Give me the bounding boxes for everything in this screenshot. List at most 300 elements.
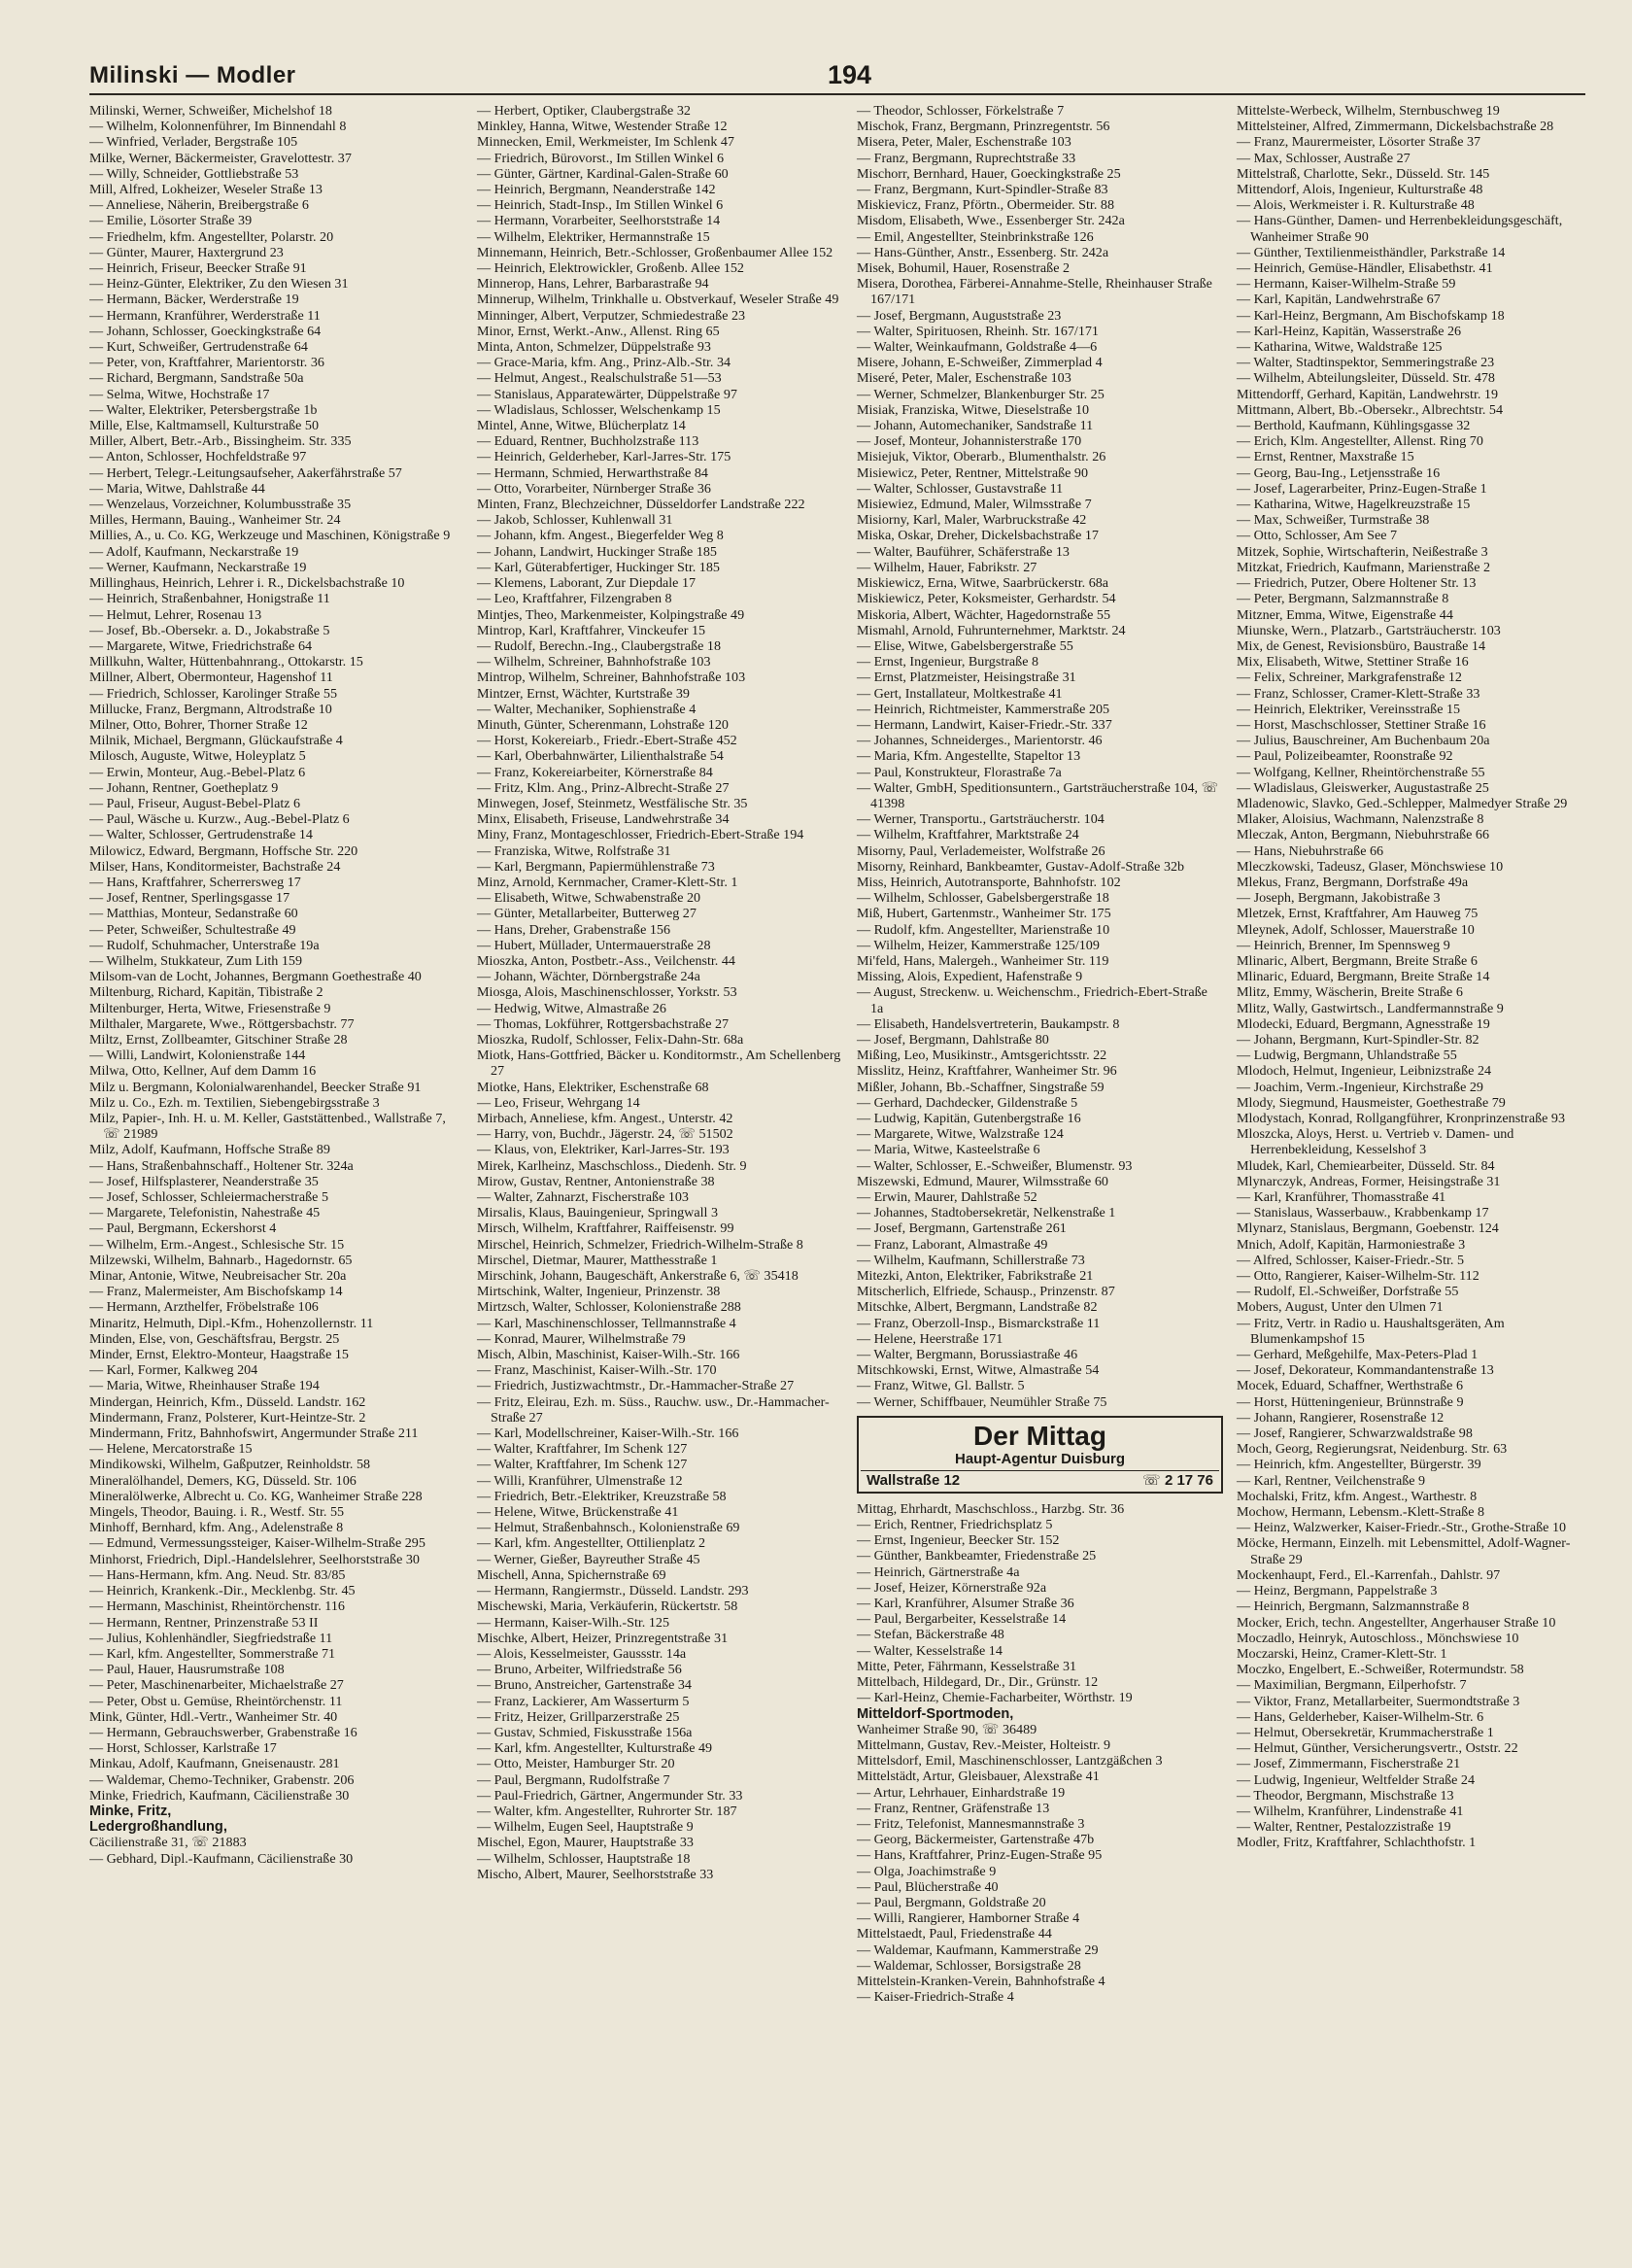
directory-entry: Misorny, Reinhard, Bankbeamter, Gustav-Adolf-Straße 32b: [857, 858, 1185, 875]
directory-entry: — Karl, Güterabfertiger, Huckinger Str. 185: [477, 559, 720, 575]
directory-entry: — Maria, Witwe, Rheinhauser Straße 194: [89, 1378, 320, 1394]
directory-entry: — Helene, Witwe, Brückenstraße 41: [477, 1504, 679, 1521]
directory-entry: Misera, Dorothea, Färberei-Annahme-Stelle, Rheinhauser Straße 167/171: [857, 276, 1212, 308]
directory-entry: — Werner, Schmelzer, Blankenburger Str. 25: [857, 386, 1105, 402]
directory-entry: — Hermann, Gebrauchswerber, Grabenstraße 16: [89, 1724, 357, 1740]
directory-entry: Mix, de Genest, Revisionsbüro, Baustraße 14: [1237, 637, 1485, 654]
directory-entry: — Margarete, Telefonistin, Nahestraße 45: [89, 1205, 321, 1221]
ad-street: Wallstraße 12: [867, 1471, 961, 1489]
directory-entry: Missing, Alois, Expedient, Hafenstraße 9: [857, 969, 1083, 985]
directory-entry: Mi'feld, Hans, Malergeh., Wanheimer Str. 119: [857, 952, 1109, 969]
directory-entry: Minninger, Albert, Verputzer, Schmiedestraße 23: [477, 307, 746, 324]
directory-entry: — Viktor, Franz, Metallarbeiter, Suermondtstraße 3: [1237, 1693, 1520, 1709]
directory-entry: — Josef, Bergmann, Auguststraße 23: [857, 307, 1062, 324]
directory-entry: Mlekus, Franz, Bergmann, Dorfstraße 49a: [1237, 874, 1469, 890]
directory-entry: — Peter, Obst u. Gemüse, Rheintörchenstr. 11: [89, 1693, 343, 1709]
directory-entry: — Heinz-Günter, Elektriker, Zu den Wiesen 31: [89, 276, 349, 292]
directory-entry: — Günter, Metallarbeiter, Butterweg 27: [477, 906, 697, 922]
directory-entry: — Helmut, Angest., Realschulstraße 51—53: [477, 370, 722, 387]
ad-contact-row: [861, 1470, 1219, 1490]
directory-entry: — Waldemar, Chemo-Techniker, Grabenstr. 206: [89, 1771, 355, 1788]
directory-entry: Mischke, Albert, Heizer, Prinzregentstraße 31: [477, 1630, 729, 1646]
directory-entry: Millner, Albert, Obermonteur, Hagenshof 11: [89, 670, 333, 686]
directory-entry: Mink, Günter, Hdl.-Vertr., Wanheimer Str. 40: [89, 1708, 338, 1725]
directory-entry: — Werner, Transportu., Gartsträucherstr. 104: [857, 811, 1105, 828]
directory-entry: — Eduard, Rentner, Buchholzstraße 113: [477, 433, 699, 450]
directory-entry: — Horst, Schlosser, Karlstraße 17: [89, 1740, 277, 1757]
directory-entry: — Julius, Kohlenhändler, Siegfriedstraße 11: [89, 1630, 333, 1646]
directory-entry: — Hans, Gelderheber, Kaiser-Wilhelm-Str. 6: [1237, 1708, 1484, 1725]
advertisement-box: [857, 1416, 1223, 1494]
directory-entry: — Josef, Lagerarbeiter, Prinz-Eugen-Straße 1: [1237, 480, 1487, 497]
directory-entry: — Herbert, Optiker, Claubergstraße 32: [477, 103, 691, 119]
directory-entry: — Johann, kfm. Angest., Biegerfelder Weg 8: [477, 528, 724, 544]
directory-entry: — Fritz, Klm. Ang., Prinz-Albrecht-Straße 27: [477, 779, 730, 796]
directory-entry: — Hans, Straßenbahnschaff., Holtener Str. 324a: [89, 1157, 354, 1174]
directory-entry: Milke, Werner, Bäckermeister, Gravelottestr. 37: [89, 150, 352, 166]
directory-entry: — Felix, Schreiner, Markgrafenstraße 12: [1237, 670, 1462, 686]
directory-entry: Mittelmann, Gustav, Rev.-Meister, Holteistr. 9: [857, 1736, 1111, 1753]
directory-entry: Mintzer, Ernst, Wächter, Kurtstraße 39: [477, 685, 690, 702]
directory-entry: Misch, Albin, Maschinist, Kaiser-Wilh.-Str. 166: [477, 1347, 740, 1363]
directory-entry: Mitteldorf-Sportmoden,: [857, 1705, 1014, 1722]
directory-entry: — Georg, Bäckermeister, Gartenstraße 47b: [857, 1832, 1095, 1848]
directory-entry: Mochow, Hermann, Lebensm.-Klett-Straße 8: [1237, 1504, 1485, 1521]
directory-entry: — Walter, Kesselstraße 14: [857, 1642, 1003, 1659]
directory-entry: — Julius, Bauschreiner, Am Buchenbaum 20a: [1237, 733, 1490, 749]
directory-entry: — Hubert, Müllader, Untermauerstraße 28: [477, 937, 711, 953]
directory-entry: Milosch, Auguste, Witwe, Holeyplatz 5: [89, 748, 306, 765]
directory-entry: — Hedwig, Witwe, Almastraße 26: [477, 1000, 666, 1016]
directory-entry: Mittelstein-Kranken-Verein, Bahnhofstraße 4: [857, 1973, 1105, 1989]
directory-entry: — Helene, Heerstraße 171: [857, 1330, 1003, 1347]
directory-entry: Milowicz, Edward, Bergmann, Hoffsche Str. 220: [89, 842, 358, 859]
directory-entry: — Karl, kfm. Angestellter, Kulturstraße 49: [477, 1740, 713, 1757]
directory-entry: — Josef, Rangierer, Schwarzwaldstraße 98: [1237, 1426, 1473, 1442]
directory-entry: Mittelsdorf, Emil, Maschinenschlosser, Lantzgäßchen 3: [857, 1753, 1163, 1770]
directory-entry: Milwa, Otto, Kellner, Auf dem Damm 16: [89, 1063, 317, 1080]
directory-entry: Mittendorff, Gerhard, Kapitän, Landwehrstr. 19: [1237, 386, 1499, 402]
directory-entry: — Karl, kfm. Angestellter, Ottilienplatz 2: [477, 1535, 706, 1552]
directory-entry: — Franziska, Witwe, Rolfstraße 31: [477, 842, 671, 859]
directory-entry: — Walter, Schlosser, Gertrudenstraße 14: [89, 827, 313, 843]
directory-entry: — Heinrich, Gelderheber, Karl-Jarres-Str. 175: [477, 449, 731, 465]
directory-entry: — Franz, Bergmann, Kurt-Spindler-Straße 83: [857, 182, 1108, 198]
directory-entry: — Karl-Heinz, Bergmann, Am Bischofskamp 18: [1237, 307, 1505, 324]
directory-entry: — Adolf, Kaufmann, Neckarstraße 19: [89, 543, 299, 560]
directory-entry: — Paul, Bergmann, Eckershorst 4: [89, 1220, 277, 1237]
directory-entry: — Karl, Bergmann, Papiermühlenstraße 73: [477, 858, 715, 875]
directory-entry: — Fritz, Eleirau, Ezh. m. Süss., Rauchw. usw., Dr.-Hammacher-Straße 27: [477, 1393, 830, 1426]
directory-entry: — Otto, Meister, Hamburger Str. 20: [477, 1756, 675, 1772]
directory-entry: — Friedrich, Putzer, Obere Holtener Str. 13: [1237, 575, 1477, 592]
directory-entry: Miltenburg, Richard, Kapitän, Tibistraße 2: [89, 984, 323, 1001]
directory-entry: Mindermann, Franz, Polsterer, Kurt-Heintze-Str. 2: [89, 1409, 366, 1426]
directory-entry: Minden, Else, von, Geschäftsfrau, Bergstr. 25: [89, 1330, 340, 1347]
directory-entry: Minten, Franz, Blechzeichner, Düsseldorfer Landstraße 222: [477, 497, 805, 513]
directory-entry: — Wilhelm, Eugen Seel, Hauptstraße 9: [477, 1819, 694, 1836]
directory-entry: Mittelste-Werbeck, Wilhelm, Sternbuschweg 19: [1237, 103, 1500, 119]
directory-entry: — Paul, Bergarbeiter, Kesselstraße 14: [857, 1611, 1067, 1628]
directory-entry: Minder, Ernst, Elektro-Monteur, Haagstraße 15: [89, 1347, 349, 1363]
directory-entry: Mißler, Johann, Bb.-Schaffner, Singstraße 59: [857, 1079, 1105, 1095]
directory-entry: — Erwin, Maurer, Dahlstraße 52: [857, 1189, 1037, 1206]
directory-entry: — Franz, Oberzoll-Insp., Bismarckstraße 11: [857, 1315, 1101, 1331]
directory-entry: Miosga, Alois, Maschinenschlosser, Yorkstr. 53: [477, 984, 737, 1001]
directory-entry: — Friedrich, Schlosser, Karolinger Straße 55: [89, 685, 338, 702]
directory-entry: — Friedrich, Bürovorst., Im Stillen Winkel 6: [477, 150, 725, 166]
directory-entry: — Heinrich, Straßenbahner, Honigstraße 11: [89, 591, 330, 607]
directory-entry: Mlaker, Aloisius, Wachmann, Nalenzstraße 8: [1237, 811, 1484, 828]
directory-entry: — Joseph, Bergmann, Jakobistraße 3: [1237, 890, 1441, 907]
directory-entry: — Heinrich, Elektriker, Vereinsstraße 15: [1237, 701, 1461, 717]
directory-entry: — Karl, Kranführer, Thomasstraße 41: [1237, 1189, 1446, 1206]
directory-entry: Minx, Elisabeth, Friseuse, Landwehrstraße 34: [477, 811, 730, 828]
directory-entry: — Selma, Witwe, Hochstraße 17: [89, 386, 270, 402]
directory-entry: Mirschink, Johann, Baugeschäft, Ankerstraße 6, ☏ 35418: [477, 1268, 799, 1285]
directory-entry: — Helmut, Günther, Versicherungsvertr., Oststr. 22: [1237, 1740, 1518, 1757]
directory-entry: Mismahl, Arnold, Fuhrunternehmer, Marktstr. 24: [857, 622, 1126, 638]
directory-entry: — Walter, Kraftfahrer, Im Schenk 127: [477, 1457, 688, 1473]
directory-entry: — Karl, Modellschreiner, Kaiser-Wilh.-Str. 166: [477, 1426, 739, 1442]
directory-entry: Mißing, Leo, Musikinstr., Amtsgerichtsstr. 22: [857, 1048, 1107, 1064]
directory-entry: Misiewiez, Edmund, Maler, Wilmsstraße 7: [857, 497, 1092, 513]
directory-entry: — Wilhelm, Schlosser, Gabelsbergerstraße 18: [857, 890, 1109, 907]
directory-entry: — Joachim, Verm.-Ingenieur, Kirchstraße 29: [1237, 1079, 1483, 1095]
directory-entry: Mirsalis, Klaus, Bauingenieur, Springwall 3: [477, 1205, 719, 1221]
directory-entry: Minhoff, Bernhard, kfm. Ang., Adelenstraße 8: [89, 1520, 344, 1536]
directory-entry: Milsom-van de Locht, Johannes, Bergmann Goethestraße 40: [89, 969, 422, 985]
directory-entry: Minta, Anton, Schmelzer, Düppelstraße 93: [477, 339, 711, 356]
directory-entry: — Klaus, von, Elektriker, Karl-Jarres-Str. 193: [477, 1142, 730, 1158]
directory-entry: — Heinrich, Friseur, Beecker Straße 91: [89, 260, 307, 277]
directory-entry: Miskiewicz, Erna, Witwe, Saarbrückerstr. 68a: [857, 575, 1109, 592]
directory-entry: — Winfried, Verlader, Bergstraße 105: [89, 134, 298, 151]
directory-entry: — Wenzelaus, Vorzeichner, Kolumbusstraße 35: [89, 497, 352, 513]
column-4: [1229, 103, 1609, 2005]
directory-entry: — Horst, Kokereiarb., Friedr.-Ebert-Straße 452: [477, 733, 737, 749]
directory-entry: Minnemann, Heinrich, Betr.-Schlosser, Großenbaumer Allee 152: [477, 244, 833, 260]
column-3: [849, 103, 1229, 2005]
ad-subtitle: Haupt-Agentur Duisburg: [955, 1450, 1125, 1467]
directory-entry: Mlodystach, Konrad, Rollgangführer, Kronprinzenstraße 93: [1237, 1111, 1565, 1126]
directory-entry: — Franz, Laborant, Almastraße 49: [857, 1236, 1048, 1253]
directory-entry: — Wilhelm, Heizer, Kammerstraße 125/109: [857, 937, 1100, 953]
directory-entry: Miny, Franz, Montageschlosser, Friedrich-Ebert-Straße 194: [477, 827, 804, 843]
directory-entry: — Franz, Schlosser, Cramer-Klett-Straße 33: [1237, 685, 1480, 702]
directory-entry: — Wilhelm, Elektriker, Hermannstraße 15: [477, 228, 710, 245]
directory-entry: — Hermann, Schmied, Herwarthstraße 84: [477, 464, 708, 481]
directory-entry: Mitscherlich, Elfriede, Schausp., Prinzenstr. 87: [857, 1284, 1115, 1300]
directory-entry: — Paul, Blücherstraße 40: [857, 1878, 999, 1895]
directory-entry: Minnerop, Hans, Lehrer, Barbarastraße 94: [477, 276, 709, 292]
directory-entry: Minaritz, Helmuth, Dipl.-Kfm., Hohenzollernstr. 11: [89, 1315, 374, 1331]
directory-entry: — Gebhard, Dipl.-Kaufmann, Cäcilienstraße 30: [89, 1850, 354, 1867]
directory-entry: — Heinrich, Gärtnerstraße 4a: [857, 1564, 1020, 1580]
directory-entry: Millkuhn, Walter, Hüttenbahnrang., Ottokarstr. 15: [89, 654, 363, 670]
directory-entry: Milzewski, Wilhelm, Bahnarb., Hagedornstr. 65: [89, 1252, 353, 1268]
directory-entry: — Walter, Zahnarzt, Fischerstraße 103: [477, 1189, 689, 1206]
directory-entry: — Josef, Rentner, Sperlingsgasse 17: [89, 890, 290, 907]
directory-entry: — Herbert, Telegr.-Leitungsaufseher, Aakerfährstraße 57: [89, 464, 402, 481]
directory-entry: Mintel, Anne, Witwe, Blücherplatz 14: [477, 418, 686, 434]
directory-entry: — Werner, Gießer, Bayreuther Straße 45: [477, 1551, 700, 1567]
directory-entry: — Paul, Wäsche u. Kurzw., Aug.-Bebel-Platz 6: [89, 811, 350, 828]
directory-entry: Milner, Otto, Bohrer, Thorner Straße 12: [89, 716, 308, 733]
directory-entry: — Berthold, Kaufmann, Kühlingsgasse 32: [1237, 418, 1471, 434]
directory-entry: Minkley, Hanna, Witwe, Westender Straße 12: [477, 119, 728, 135]
directory-entry: — Hermann, Bäcker, Werderstraße 19: [89, 292, 299, 308]
directory-entry: — Walter, GmbH, Speditionsuntern., Gartsträucherstraße 104, ☏ 41398: [857, 779, 1219, 811]
directory-entry: — Werner, Kaufmann, Neckarstraße 19: [89, 559, 307, 575]
directory-entry: Minnecken, Emil, Werkmeister, Im Schlenk 47: [477, 134, 734, 151]
directory-entry: Mischok, Franz, Bergmann, Prinzregentstr. 56: [857, 119, 1110, 135]
directory-entry: — Heinrich, Stadt-Insp., Im Stillen Winkel 6: [477, 197, 724, 214]
directory-entry: Miszewski, Edmund, Maurer, Wilmsstraße 60: [857, 1173, 1108, 1189]
directory-entry: — Johann, Rangierer, Rosenstraße 12: [1237, 1409, 1445, 1426]
directory-entry: — Franz, Maschinist, Kaiser-Wilh.-Str. 170: [477, 1362, 717, 1379]
directory-entry: Millucke, Franz, Bergmann, Altrodstraße 10: [89, 701, 332, 717]
directory-entry: Misera, Peter, Maler, Eschenstraße 103: [857, 134, 1071, 151]
directory-entry: Mischo, Albert, Maurer, Seelhorststraße 33: [477, 1866, 714, 1882]
directory-entry: Minnerup, Wilhelm, Trinkhalle u. Obstverkauf, Weseler Straße 49: [477, 292, 839, 308]
directory-entry: — Heinrich, Gemüse-Händler, Elisabethstr. 41: [1237, 260, 1493, 277]
directory-entry: — Johannes, Schneiderges., Marientorstr. 46: [857, 733, 1103, 749]
header-name-range: Milinski — Modler: [89, 62, 296, 88]
directory-entry: — Peter, Maschinenarbeiter, Michaelstraße 27: [89, 1677, 344, 1694]
directory-entry: — Horst, Hütteningenieur, Brünnstraße 9: [1237, 1393, 1464, 1410]
directory-entry: — Hermann, Rentner, Prinzenstraße 53 II: [89, 1614, 319, 1631]
directory-entry: — Walter, Bergmann, Borussiastraße 46: [857, 1347, 1078, 1363]
directory-entry: — Otto, Vorarbeiter, Nürnberger Straße 36: [477, 480, 711, 497]
directory-entry: — Katharina, Witwe, Waldstraße 125: [1237, 339, 1443, 356]
directory-entry: — Heinrich, Bergmann, Neanderstraße 142: [477, 182, 716, 198]
directory-entry: — Wilhelm, Stukkateur, Zum Lith 159: [89, 952, 302, 969]
directory-entry: — Josef, Dekorateur, Kommandantenstraße 13: [1237, 1362, 1494, 1379]
directory-entry: — Johann, Landwirt, Huckinger Straße 185: [477, 543, 717, 560]
directory-entry: Mittelstraß, Charlotte, Sekr., Düsseld. Str. 145: [1237, 165, 1490, 182]
directory-entry: — Hermann, Kranführer, Werderstraße 11: [89, 307, 321, 324]
directory-entry: Minz, Arnold, Kernmacher, Cramer-Klett-Str. 1: [477, 874, 738, 890]
directory-entry: Mirtschink, Walter, Ingenieur, Prinzenstr. 38: [477, 1284, 721, 1300]
directory-entry: — Helmut, Lehrer, Rosenau 13: [89, 606, 262, 623]
directory-entry: — Günther, Bankbeamter, Friedenstraße 25: [857, 1548, 1097, 1564]
directory-entry: Mitzkat, Friedrich, Kaufmann, Marienstraße 2: [1237, 559, 1491, 575]
directory-entry: Mirschel, Dietmar, Maurer, Matthesstraße 1: [477, 1252, 718, 1268]
directory-entry: — August, Streckenw. u. Weichenschm., Friedrich-Ebert-Straße 1a: [857, 984, 1207, 1016]
directory-entry: Ledergroßhandlung,: [89, 1819, 227, 1836]
directory-entry: — Elise, Witwe, Gabelsbergerstraße 55: [857, 637, 1073, 654]
directory-entry: Miskoria, Albert, Wächter, Hagedornstraße 55: [857, 606, 1111, 623]
directory-entry: — Paul, Hauer, Hausrumstraße 108: [89, 1662, 285, 1678]
directory-entry: Mioszka, Anton, Postbetr.-Ass., Veilchenstr. 44: [477, 952, 735, 969]
directory-entry: — Erwin, Monteur, Aug.-Bebel-Platz 6: [89, 764, 306, 780]
directory-entry: — Günter, Maurer, Haxtergrund 23: [89, 244, 284, 260]
directory-entry: Mitzek, Sophie, Wirtschafterin, Neißestraße 3: [1237, 543, 1488, 560]
directory-entry: Millinghaus, Heinrich, Lehrer i. R., Dickelsbachstraße 10: [89, 575, 405, 592]
directory-entry: — Kaiser-Friedrich-Straße 4: [857, 1989, 1014, 2006]
directory-entry: — Erich, Rentner, Friedrichsplatz 5: [857, 1517, 1053, 1533]
directory-entry: — Jakob, Schlosser, Kuhlenwall 31: [477, 512, 673, 529]
directory-entry: — Wilhelm, Schlosser, Hauptstraße 18: [477, 1850, 691, 1867]
directory-entry: Mleczak, Anton, Bergmann, Niebuhrstraße 66: [1237, 827, 1490, 843]
directory-entry: — Josef, Monteur, Johannisterstraße 170: [857, 433, 1082, 450]
directory-entry: — Wilhelm, Kranführer, Lindenstraße 41: [1237, 1803, 1464, 1819]
directory-entry: — Hermann, Kaiser-Wilhelm-Straße 59: [1237, 276, 1456, 292]
directory-entry: Modler, Fritz, Kraftfahrer, Schlachthofstr. 1: [1237, 1835, 1477, 1851]
directory-entry: — Franz, Witwe, Gl. Ballstr. 5: [857, 1378, 1025, 1394]
directory-entry: — Franz, Kokereiarbeiter, Körnerstraße 84: [477, 764, 713, 780]
directory-entry: — Emilie, Lösorter Straße 39: [89, 213, 253, 229]
directory-entry: Mirsch, Wilhelm, Kraftfahrer, Raiffeisenstr. 99: [477, 1220, 734, 1237]
directory-entry: Mirek, Karlheinz, Maschschloss., Diedenh. Str. 9: [477, 1157, 747, 1174]
directory-entry: — Rudolf, El.-Schweißer, Dorfstraße 55: [1237, 1284, 1459, 1300]
directory-entry: — Franz, Malermeister, Am Bischofskamp 14: [89, 1284, 343, 1300]
directory-entry: Milser, Hans, Konditormeister, Bachstraße 24: [89, 858, 341, 875]
directory-entry: — Josef, Bb.-Obersekr. a. D., Jokabstraße 5: [89, 622, 330, 638]
directory-entry: — Stefan, Bäckerstraße 48: [857, 1627, 1004, 1643]
directory-entry: Millies, A., u. Co. KG, Werkzeuge und Maschinen, Königstraße 9: [89, 528, 451, 544]
directory-entry: Miotke, Hans, Elektriker, Eschenstraße 68: [477, 1079, 709, 1095]
directory-entry: — Hans-Günther, Damen- und Herrenbekleidungsgeschäft, Wanheimer Straße 90: [1237, 213, 1563, 245]
directory-entry: — Josef, Heizer, Körnerstraße 92a: [857, 1579, 1047, 1596]
directory-entry: — Hans, Kraftfahrer, Prinz-Eugen-Straße 95: [857, 1847, 1103, 1864]
directory-entry: — Günter, Gärtner, Kardinal-Galen-Straße 60: [477, 165, 729, 182]
directory-entry: — Karl, Kapitän, Landwehrstraße 67: [1237, 292, 1441, 308]
directory-entry: — Johann, Wächter, Dörnbergstraße 24a: [477, 969, 700, 985]
directory-entry: — Thomas, Lokführer, Rottgersbachstraße 27: [477, 1015, 730, 1032]
directory-entry: Mletzek, Ernst, Kraftfahrer, Am Hauweg 75: [1237, 906, 1479, 922]
directory-entry: — Hans, Dreher, Grabenstraße 156: [477, 921, 671, 938]
directory-entry: — Harry, von, Buchdr., Jägerstr. 24, ☏ 51502: [477, 1126, 733, 1143]
directory-entry: — Alois, Werkmeister i. R. Kulturstraße 48: [1237, 197, 1475, 214]
directory-entry: — Helmut, Straßenbahnsch., Kolonienstraße 69: [477, 1520, 740, 1536]
directory-entry: — Hermann, Arzthelfer, Fröbelstraße 106: [89, 1299, 319, 1316]
directory-entry: — Stanislaus, Wasserbauw., Krabbenkamp 17: [1237, 1205, 1489, 1221]
directory-entry: — Maximilian, Bergmann, Eilperhofstr. 7: [1237, 1677, 1467, 1694]
directory-entry: — Max, Schlosser, Austraße 27: [1237, 150, 1411, 166]
directory-entry: Mirbach, Anneliese, kfm. Angest., Unterstr. 42: [477, 1111, 733, 1126]
directory-entry: Milles, Hermann, Bauing., Wanheimer Str. 24: [89, 512, 341, 529]
directory-entry: — Max, Schweißer, Turmstraße 38: [1237, 512, 1430, 529]
directory-entry: — Werner, Schiffbauer, Neumühler Straße 75: [857, 1393, 1107, 1410]
directory-entry: — Franz, Bergmann, Ruprechtstraße 33: [857, 150, 1076, 166]
directory-entry: Moch, Georg, Regierungsrat, Neidenburg. Str. 63: [1237, 1441, 1508, 1458]
directory-entry: Mindergan, Heinrich, Kfm., Düsseld. Landstr. 162: [89, 1393, 366, 1410]
directory-entry: — Katharina, Witwe, Hagelkreuzstraße 15: [1237, 497, 1471, 513]
directory-entry: — Heinrich, Krankenk.-Dir., Mecklenbg. Str. 45: [89, 1583, 356, 1599]
directory-entry: — Günther, Textilienmeisthändler, Parkstraße 14: [1237, 244, 1506, 260]
directory-entry: Mleczkowski, Tadeusz, Glaser, Mönchswiese 10: [1237, 858, 1504, 875]
directory-entry: — Walter, Schlosser, Gustavstraße 11: [857, 480, 1064, 497]
directory-entry: — Olga, Joachimstraße 9: [857, 1863, 997, 1879]
directory-entry: — Josef, Bergmann, Gartenstraße 261: [857, 1220, 1067, 1237]
directory-entry: — Leo, Friseur, Wehrgang 14: [477, 1094, 640, 1111]
directory-entry: — Karl, Kranführer, Alsumer Straße 36: [857, 1596, 1074, 1612]
directory-entry: Mirow, Gustav, Rentner, Antonienstraße 38: [477, 1173, 715, 1189]
directory-entry: — Karl, Oberbahnwärter, Lilienthalstraße 54: [477, 748, 724, 765]
directory-entry: Mlitz, Emmy, Wäscherin, Breite Straße 6: [1237, 984, 1463, 1001]
directory-entry: Miotk, Hans-Gottfried, Bäcker u. Konditormstr., Am Schellenberg 27: [477, 1048, 841, 1080]
directory-entry: — Wolfgang, Kellner, Rheintörchenstraße 55: [1237, 764, 1485, 780]
directory-entry: — Ernst, Ingenieur, Burgstraße 8: [857, 654, 1039, 670]
directory-entry: — Wilhelm, Kraftfahrer, Marktstraße 24: [857, 827, 1079, 843]
directory-entry: Cäcilienstraße 31, ☏ 21883: [89, 1835, 247, 1851]
directory-entry: Mindermann, Fritz, Bahnhofswirt, Angermunder Straße 211: [89, 1426, 419, 1442]
directory-entry: Misiorny, Karl, Maler, Warbruckstraße 42: [857, 512, 1087, 529]
directory-entry: Minhorst, Friedrich, Dipl.-Handelslehrer, Seelhorststraße 30: [89, 1551, 420, 1567]
directory-entry: — Heinrich, kfm. Angestellter, Bürgerstr. 39: [1237, 1457, 1481, 1473]
directory-entry: — Edmund, Vermessungssteiger, Kaiser-Wilhelm-Straße 295: [89, 1535, 425, 1552]
directory-entry: — Elisabeth, Handelsvertreterin, Baukampstr. 8: [857, 1015, 1120, 1032]
directory-entry: — Bruno, Anstreicher, Gartenstraße 34: [477, 1677, 692, 1694]
directory-entry: — Josef, Hilfsplasterer, Neanderstraße 35: [89, 1173, 319, 1189]
directory-entry: — Ernst, Ingenieur, Beecker Str. 152: [857, 1532, 1060, 1549]
directory-entry: Wanheimer Straße 90, ☏ 36489: [857, 1721, 1037, 1737]
ad-title: Der Mittag: [973, 1420, 1106, 1451]
directory-entry: — Theodor, Schlosser, Förkelstraße 7: [857, 103, 1065, 119]
directory-entry: — Grace-Maria, kfm. Ang., Prinz-Alb.-Str. 34: [477, 355, 731, 371]
directory-entry: — Helmut, Obersekretär, Krummacherstraße 1: [1237, 1724, 1494, 1740]
directory-entry: Mocek, Eduard, Schaffner, Werthstraße 6: [1237, 1378, 1463, 1394]
directory-entry: — Margarete, Witwe, Friedrichstraße 64: [89, 637, 313, 654]
directory-entry: — Waldemar, Kaufmann, Kammerstraße 29: [857, 1942, 1099, 1958]
directory-entry: — Hans, Niebuhrstraße 66: [1237, 842, 1384, 859]
directory-entry: — Johannes, Stadtobersekretär, Nelkenstraße 1: [857, 1205, 1116, 1221]
directory-entry: — Wilhelm, Schreiner, Bahnhofstraße 103: [477, 654, 711, 670]
directory-entry: — Stanislaus, Apparatewärter, Düppelstraße 97: [477, 386, 737, 402]
directory-entry: — Elisabeth, Witwe, Schwabenstraße 20: [477, 890, 701, 907]
directory-entry: Miskiewicz, Peter, Koksmeister, Gerhardstr. 54: [857, 591, 1116, 607]
directory-entry: — Hermann, Vorarbeiter, Seelhorststraße 14: [477, 213, 721, 229]
directory-entry: Misiejuk, Viktor, Oberarb., Blumenthalstr. 26: [857, 449, 1106, 465]
directory-entry: Miß, Hubert, Gartenmstr., Wanheimer Str. 175: [857, 906, 1111, 922]
directory-entry: — Rudolf, Berechn.-Ing., Claubergstraße 18: [477, 637, 722, 654]
directory-entry: Mittelsteiner, Alfred, Zimmermann, Dickelsbachstraße 28: [1237, 119, 1554, 135]
directory-entry: — Peter, Bergmann, Salzmannstraße 8: [1237, 591, 1449, 607]
directory-entry: Milz u. Bergmann, Kolonialwarenhandel, Beecker Straße 91: [89, 1079, 422, 1095]
directory-entry: — Hermann, Rangiermstr., Düsseld. Landstr. 293: [477, 1583, 749, 1599]
directory-entry: — Walter, Bauführer, Schäferstraße 13: [857, 543, 1070, 560]
directory-entry: Mittag, Ehrhardt, Maschschloss., Harzbg. Str. 36: [857, 1500, 1125, 1517]
directory-entry: — Otto, Schlosser, Am See 7: [1237, 528, 1398, 544]
directory-entry: — Walter, Spirituosen, Rheinh. Str. 167/171: [857, 323, 1099, 339]
directory-entry: — Otto, Rangierer, Kaiser-Wilhelm-Str. 112: [1237, 1268, 1479, 1285]
directory-entry: Moczadlo, Heinryk, Autoschloss., Mönchswiese 10: [1237, 1630, 1519, 1646]
directory-entry: Milz, Adolf, Kaufmann, Hoffsche Straße 89: [89, 1142, 330, 1158]
directory-entry: — Friedrich, Justizwachtmstr., Dr.-Hammacher-Straße 27: [477, 1378, 795, 1394]
directory-entry: Mindikowski, Wilhelm, Gaßputzer, Reinholdstr. 58: [89, 1457, 371, 1473]
directory-entry: — Karl, Rentner, Veilchenstraße 9: [1237, 1472, 1426, 1489]
directory-entry: Mineralölwerke, Albrecht u. Co. KG, Wanheimer Straße 228: [89, 1488, 423, 1504]
directory-entry: Mingels, Theodor, Bauing. i. R., Westf. Str. 55: [89, 1504, 345, 1521]
directory-entry: Milz u. Co., Ezh. m. Textilien, Siebengebirgsstraße 3: [89, 1094, 380, 1111]
directory-entry: Misorny, Paul, Verlademeister, Wolfstraße 26: [857, 842, 1105, 859]
directory-entry: Moczko, Engelbert, E.-Schweißer, Rotermundstr. 58: [1237, 1662, 1524, 1678]
column-1: [89, 103, 469, 2005]
directory-entry: — Josef, Bergmann, Dahlstraße 80: [857, 1031, 1049, 1048]
directory-entry: — Heinrich, Brenner, Im Spennsweg 9: [1237, 937, 1450, 953]
directory-entry: Minuth, Günter, Scherenmann, Lohstraße 120: [477, 716, 729, 733]
directory-entry: — Karl, kfm. Angestellter, Sommerstraße 71: [89, 1645, 336, 1662]
directory-entry: Mittelbach, Hildegard, Dr., Dir., Grünstr. 12: [857, 1674, 1099, 1691]
page-number: 194: [828, 60, 872, 89]
directory-entry: Misslitz, Heinz, Kraftfahrer, Wanheimer Str. 96: [857, 1063, 1117, 1080]
directory-entry: — Walter, Kraftfahrer, Im Schenk 127: [477, 1441, 688, 1458]
directory-entry: — Wilhelm, Kolonnenführer, Im Binnendahl 8: [89, 119, 347, 135]
directory-entry: Mladenowic, Slavko, Ged.-Schlepper, Malmedyer Straße 29: [1237, 795, 1568, 811]
directory-entry: — Maria, Witwe, Kasteelstraße 6: [857, 1142, 1040, 1158]
